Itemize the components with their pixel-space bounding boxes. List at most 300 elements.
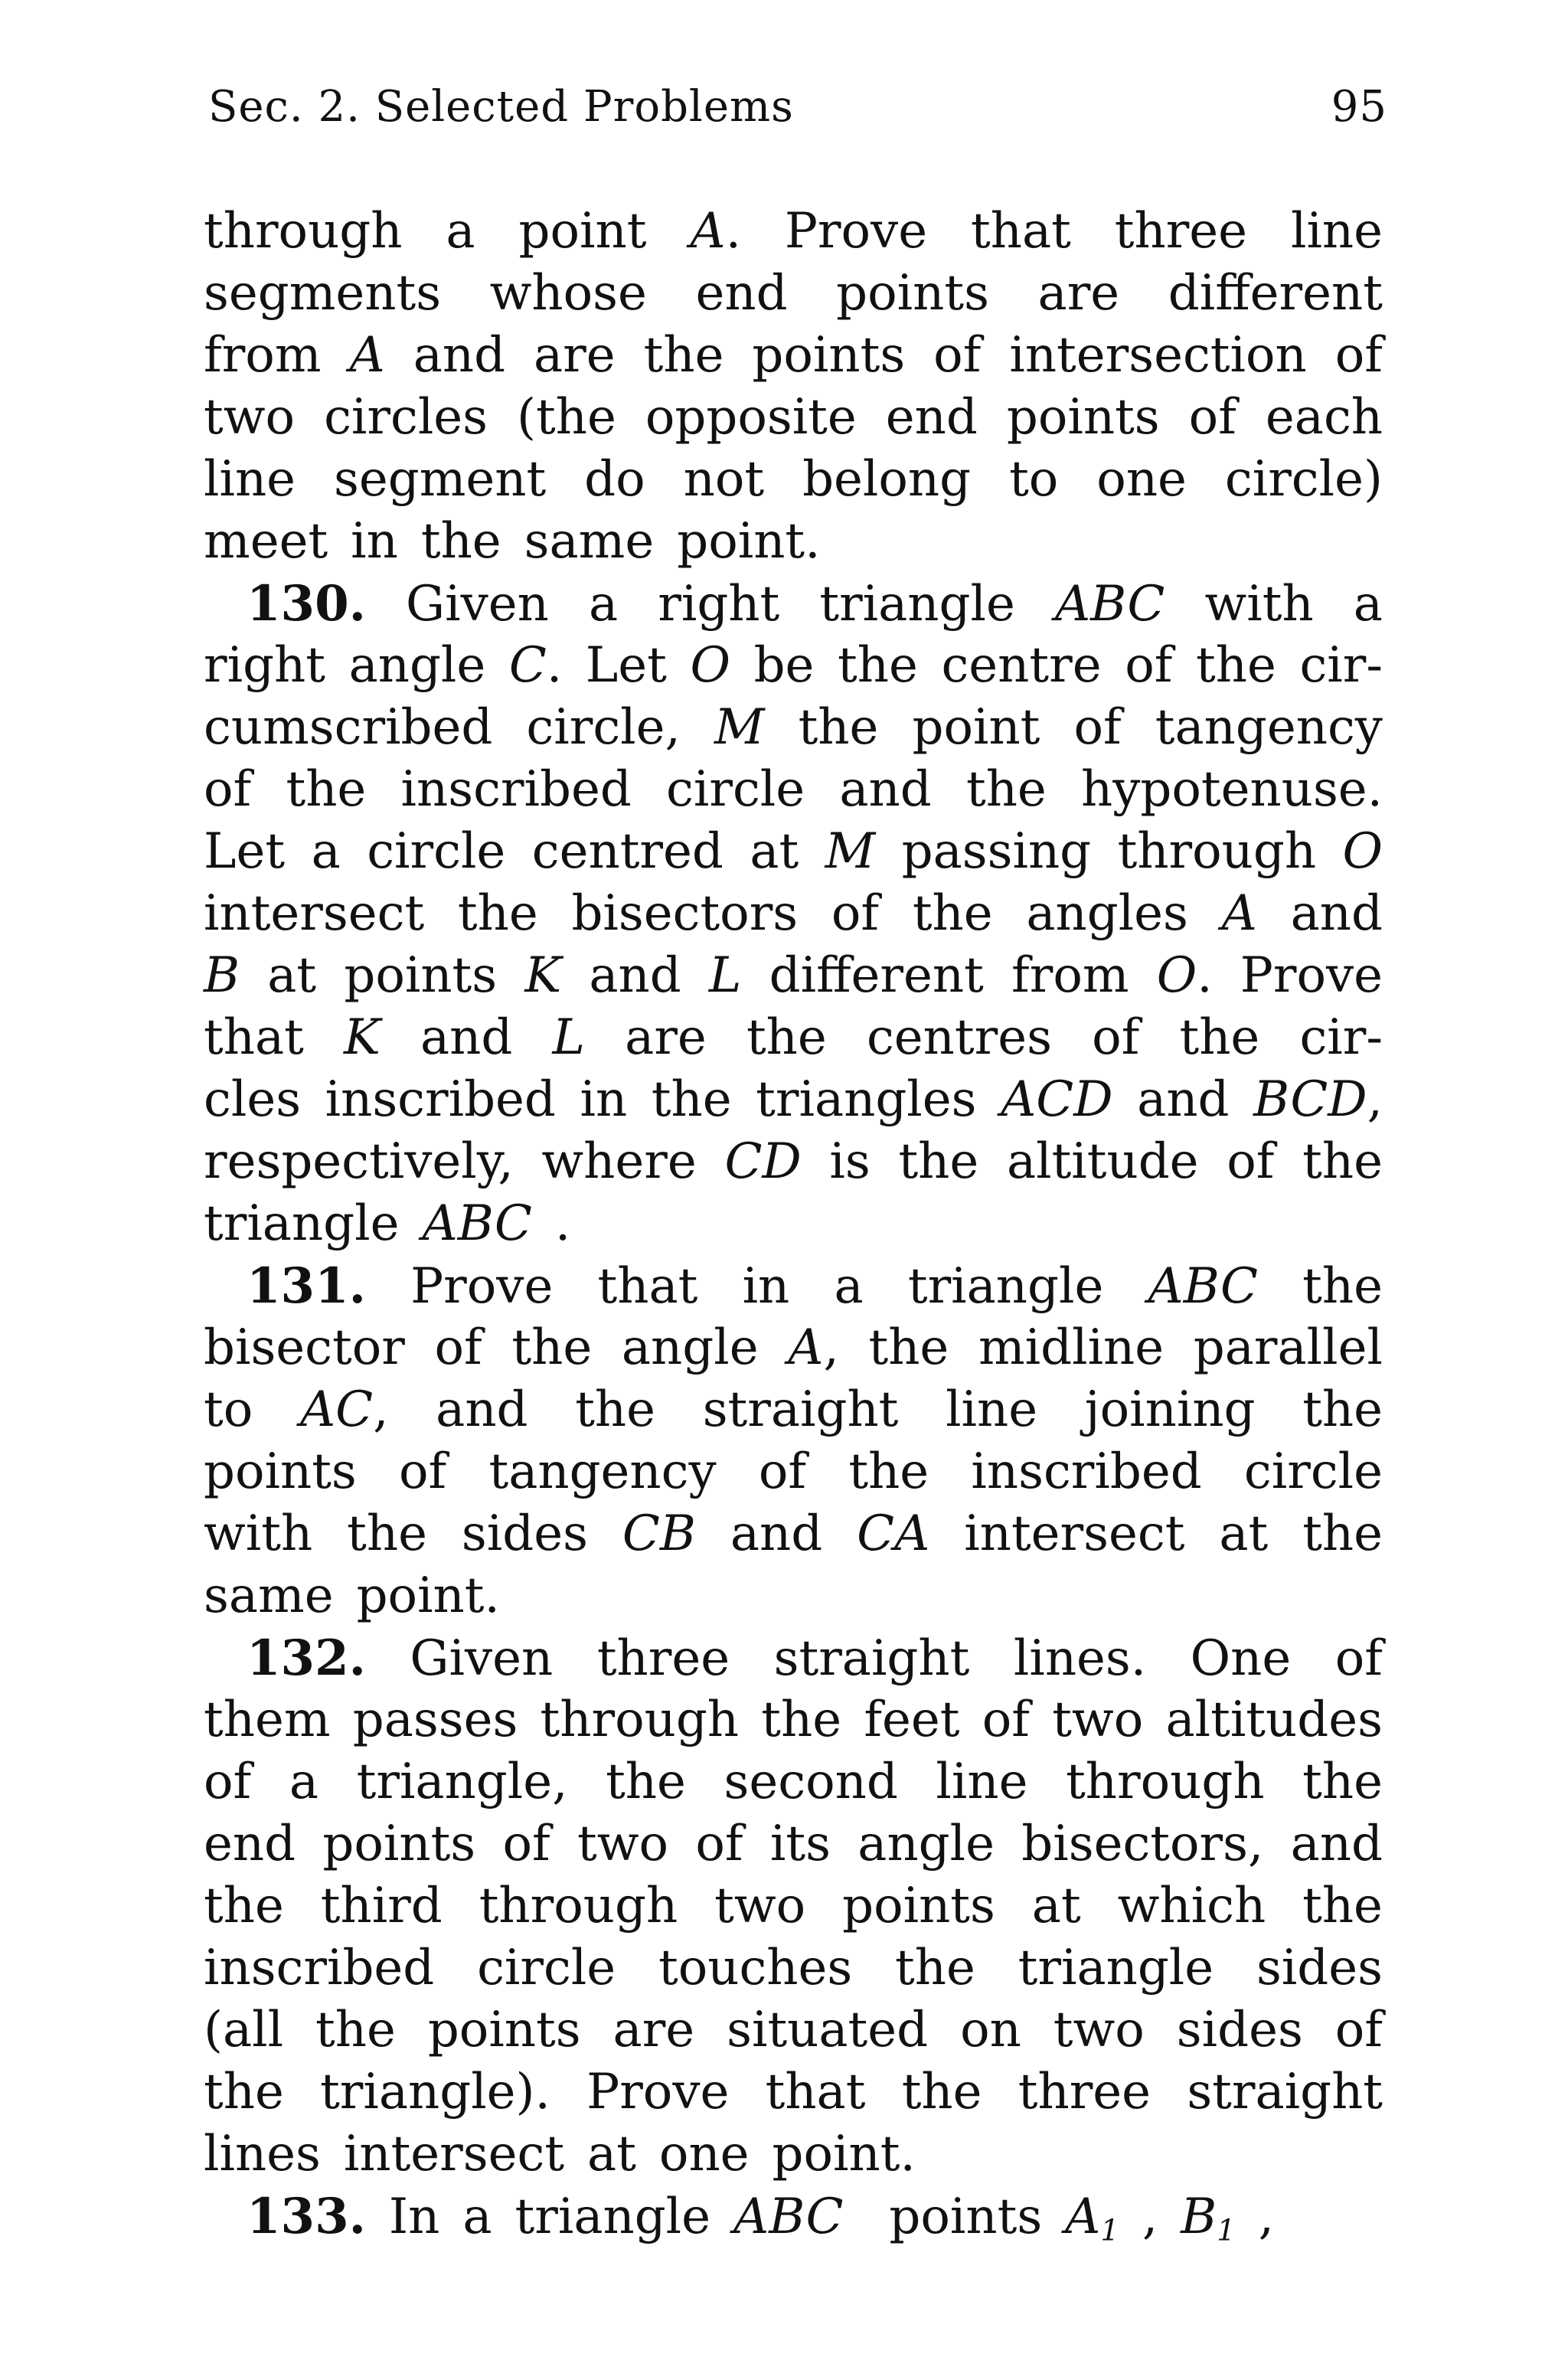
word: triangle). <box>320 2064 550 2120</box>
text-line <box>204 2185 1383 2248</box>
word: lines. <box>1013 1630 1147 1687</box>
text-line <box>204 325 1383 387</box>
word <box>733 2186 866 2248</box>
word: and <box>436 1381 528 1438</box>
text-line <box>204 387 1383 449</box>
word: circle <box>477 1940 616 1996</box>
word: each <box>1265 389 1383 446</box>
word: the <box>848 1443 929 1500</box>
word: the <box>1302 1505 1383 1562</box>
word: centred <box>531 823 724 880</box>
word: line <box>204 451 296 508</box>
word: of <box>1073 699 1122 756</box>
word: cumscribed <box>204 699 493 756</box>
word: the <box>575 1381 655 1438</box>
word: them <box>204 1692 331 1748</box>
word: the <box>965 761 1047 818</box>
word: the <box>798 699 879 756</box>
page-body <box>204 201 1383 2248</box>
word: and <box>839 761 932 818</box>
word <box>1222 883 1257 945</box>
word: ABC . <box>422 1195 571 1252</box>
word: of <box>933 327 982 384</box>
word: right <box>204 637 325 694</box>
word <box>691 635 730 697</box>
text-line <box>204 1255 1383 1317</box>
word: three <box>596 1630 730 1687</box>
math-symbol: CD <box>724 1133 802 1190</box>
word: tangency <box>1155 699 1383 756</box>
word: the <box>901 2064 982 2120</box>
text-line <box>204 1069 1383 1131</box>
math-symbol: CA <box>857 1505 930 1562</box>
word: situated <box>727 2002 929 2058</box>
math-symbol: CB <box>622 1505 696 1562</box>
text-line <box>204 1813 1383 1875</box>
word: angle <box>621 1319 759 1376</box>
word: of <box>204 761 252 818</box>
word: one <box>658 2126 750 2182</box>
word: the <box>204 1878 284 1934</box>
text-line <box>204 1131 1383 1193</box>
word: (all <box>204 2002 284 2058</box>
word: a <box>311 823 341 880</box>
word: tangency <box>488 1443 717 1500</box>
text-line <box>204 1441 1383 1503</box>
word: and <box>589 947 681 1004</box>
word: triangle <box>514 2189 710 2245</box>
word: and <box>1290 1816 1383 1872</box>
word: one <box>1096 451 1187 508</box>
text-line <box>204 1565 1383 1627</box>
word: the <box>1302 1133 1383 1190</box>
word: hypotenuse. <box>1081 761 1383 818</box>
word: triangle <box>1018 1940 1214 1996</box>
word: the <box>643 327 724 384</box>
word: point. <box>677 513 821 570</box>
text-line <box>204 1379 1383 1441</box>
word: Prove <box>784 203 928 260</box>
word: with <box>1204 576 1314 633</box>
text-line <box>204 1627 1383 1689</box>
word: are <box>625 1009 707 1066</box>
word: of <box>1334 2002 1383 2058</box>
word <box>1001 1069 1113 1131</box>
math-symbol: ABC <box>733 2189 844 2245</box>
word: $A_1$ , <box>1065 2189 1158 2248</box>
math-symbol: O <box>1342 823 1383 880</box>
word: One <box>1190 1630 1292 1687</box>
text-line <box>204 1999 1383 2061</box>
word <box>1055 574 1165 636</box>
word: are <box>1037 265 1120 322</box>
word: two <box>714 1878 806 1934</box>
word: circle, <box>526 699 681 756</box>
word: of <box>1334 1630 1383 1687</box>
word <box>714 697 765 759</box>
word: the <box>457 885 538 942</box>
word: joining <box>1084 1381 1256 1438</box>
word: segment <box>334 451 547 508</box>
word: through <box>1066 1754 1265 1810</box>
word: the <box>315 2002 396 2058</box>
word <box>724 1131 801 1193</box>
word: angle <box>348 637 486 694</box>
word: feet <box>864 1692 960 1748</box>
page-number: 95 <box>1331 82 1387 132</box>
word: and <box>413 327 506 384</box>
word <box>622 1503 696 1565</box>
word: that <box>597 1258 698 1315</box>
word: altitudes <box>1165 1692 1383 1748</box>
word: touches <box>658 1940 853 1996</box>
problem-number: 132. <box>247 1630 366 1687</box>
word: that <box>971 203 1071 260</box>
word: sides <box>1176 2002 1303 2058</box>
word: the <box>1302 1381 1383 1438</box>
word <box>524 945 561 1007</box>
word: cir- <box>1299 1009 1383 1066</box>
word: (the <box>517 389 616 446</box>
word: the <box>1302 1878 1383 1934</box>
word: Given <box>410 1630 554 1687</box>
math-symbol: ACD <box>1001 1071 1113 1128</box>
word: belong <box>802 451 972 508</box>
word: point. <box>772 2126 916 2182</box>
word: points <box>427 2002 581 2058</box>
word: meet <box>204 513 328 570</box>
word: straight <box>773 1630 970 1687</box>
word: angle <box>858 1816 995 1872</box>
word: points <box>842 1878 995 1934</box>
word: the <box>868 1319 949 1376</box>
word: the <box>1302 1754 1383 1810</box>
word: of <box>1188 389 1236 446</box>
text-line <box>204 697 1383 759</box>
word: of <box>982 1692 1030 1748</box>
text-line <box>204 2061 1383 2123</box>
word: In <box>388 2189 440 2245</box>
word: in <box>351 513 398 570</box>
word: the <box>1179 1009 1260 1066</box>
word: the <box>838 637 918 694</box>
word: parallel <box>1193 1319 1383 1376</box>
word: circle <box>367 823 506 880</box>
word: triangles <box>756 1071 977 1128</box>
word: lines <box>204 2126 321 2182</box>
word: a <box>289 1754 318 1810</box>
word: is <box>829 1133 871 1190</box>
word: of <box>758 1443 807 1500</box>
math-symbol: O <box>690 637 730 694</box>
word: straight <box>702 1381 899 1438</box>
word: that <box>765 2064 866 2120</box>
math-symbol: BCD <box>1253 1071 1367 1128</box>
word: cir- <box>1299 637 1383 694</box>
word: and <box>1137 1071 1230 1128</box>
word <box>825 821 876 883</box>
word: the <box>511 1319 593 1376</box>
word: do <box>584 451 645 508</box>
word: and <box>420 1009 513 1066</box>
text-line <box>204 1007 1383 1069</box>
word: point <box>518 203 647 260</box>
word: Prove <box>1240 947 1383 1004</box>
math-symbol: A <box>690 203 726 260</box>
word: a <box>834 1258 864 1315</box>
word: Given <box>406 576 549 633</box>
text-line <box>204 1937 1383 1999</box>
text-line <box>204 201 1383 263</box>
word: of <box>1092 1009 1140 1066</box>
word: at <box>1031 1878 1081 1934</box>
word: inscribed <box>325 1071 556 1128</box>
word: circle <box>666 761 805 818</box>
word: a <box>446 203 475 260</box>
word: not <box>683 451 765 508</box>
word: the <box>1196 637 1276 694</box>
math-symbol: B <box>204 947 240 1004</box>
word: A. <box>690 203 741 260</box>
word <box>1343 821 1383 883</box>
word: bisectors, <box>1021 1816 1264 1872</box>
word: a <box>462 2189 492 2245</box>
word: in <box>742 1258 790 1315</box>
word: points <box>1006 389 1160 446</box>
word: the <box>1302 1258 1383 1315</box>
word: triangle <box>204 1195 400 1252</box>
word <box>552 1007 585 1069</box>
word: the <box>286 761 367 818</box>
word: the <box>912 885 993 942</box>
word: the <box>420 513 501 570</box>
word: end <box>885 389 978 446</box>
word: of <box>695 1816 743 1872</box>
word: triangle <box>907 1258 1104 1315</box>
text-line <box>204 573 1383 635</box>
word: segments <box>204 265 442 322</box>
text-line <box>204 1875 1383 1937</box>
word: circle <box>1243 1443 1383 1500</box>
word: a <box>1353 576 1383 633</box>
word: bisectors <box>571 885 799 942</box>
word: the <box>204 2064 284 2120</box>
word: to <box>204 1381 253 1438</box>
text-line <box>204 1751 1383 1813</box>
word <box>349 325 384 387</box>
word: Let <box>585 637 667 694</box>
word: to <box>1009 451 1059 508</box>
word: the <box>651 1071 732 1128</box>
word: opposite <box>645 389 857 446</box>
word: three <box>1018 2064 1152 2120</box>
word <box>709 945 742 1007</box>
word: and <box>730 1505 823 1562</box>
math-symbol: ABC <box>422 1195 532 1252</box>
word: inscribed <box>400 761 632 818</box>
text-line <box>204 759 1383 821</box>
word: cles <box>204 1071 302 1128</box>
word <box>857 1503 929 1565</box>
word: circle) <box>1224 451 1383 508</box>
text-line <box>204 511 1383 573</box>
word: point <box>912 699 1040 756</box>
text-line <box>204 449 1383 511</box>
section-title: Sec. 2. Selected Problems <box>208 82 794 132</box>
word: inscribed <box>204 1940 435 1996</box>
word: line <box>1290 203 1383 260</box>
word: of <box>1334 327 1383 384</box>
word: O. <box>1156 947 1213 1004</box>
word: with <box>204 1505 313 1562</box>
word: Prove <box>410 1258 554 1315</box>
word: through <box>540 1692 739 1748</box>
word: from <box>1011 947 1129 1004</box>
word: intersection <box>1009 327 1307 384</box>
word: intersect <box>343 2126 565 2182</box>
word: circles <box>324 389 488 446</box>
math-symbol: ABC <box>1148 1258 1258 1315</box>
word: triangle, <box>356 1754 568 1810</box>
word: which <box>1117 1878 1266 1934</box>
word: two <box>1052 1692 1144 1748</box>
word: of <box>502 1816 550 1872</box>
text-line <box>204 1503 1383 1565</box>
math-symbol: M <box>825 823 876 880</box>
word: three <box>1114 203 1248 260</box>
word: C. <box>508 637 563 694</box>
word: points <box>204 1443 357 1500</box>
text-line <box>204 883 1383 945</box>
word: that <box>204 1009 304 1066</box>
word: Prove <box>586 2064 730 2120</box>
word: whose <box>489 265 647 322</box>
word: are <box>612 2002 695 2058</box>
word: points <box>836 265 989 322</box>
problem-number: 133. <box>247 2188 366 2245</box>
text-line <box>204 2123 1383 2185</box>
running-head <box>208 77 1387 138</box>
word: altitude <box>1006 1133 1199 1190</box>
text-line <box>204 635 1383 697</box>
math-symbol: C <box>508 637 547 694</box>
word: centres <box>866 1009 1052 1066</box>
text-line <box>204 821 1383 883</box>
word: points <box>752 327 906 384</box>
word: of <box>831 885 880 942</box>
word: in <box>580 1071 628 1128</box>
word: at <box>750 823 799 880</box>
word: straight <box>1187 2064 1383 2120</box>
word: at <box>587 2126 636 2182</box>
math-symbol: AC <box>299 1381 374 1438</box>
word: points <box>344 947 498 1004</box>
word: at <box>1219 1505 1269 1562</box>
word: are <box>534 327 616 384</box>
word: of <box>434 1319 482 1376</box>
word <box>1148 1256 1258 1318</box>
word: AC, <box>299 1381 389 1438</box>
word: $B_1$ , <box>1181 2189 1274 2248</box>
word: of <box>1125 637 1173 694</box>
math-symbol: K <box>343 1009 381 1066</box>
word: through <box>1117 823 1317 880</box>
word: a <box>588 576 619 633</box>
word: the <box>761 1692 842 1748</box>
word: its <box>769 1816 831 1872</box>
word: the <box>347 1505 427 1562</box>
word: line <box>946 1381 1038 1438</box>
text-line <box>204 1193 1383 1255</box>
word: different <box>1168 265 1383 322</box>
text-line <box>204 945 1383 1007</box>
word: respectively, <box>204 1133 514 1190</box>
word: two <box>204 389 296 446</box>
math-symbol: A <box>1221 885 1257 942</box>
word <box>344 1007 381 1069</box>
math-symbol: ABC <box>1054 576 1165 633</box>
math-symbol: M <box>714 699 765 756</box>
problem-number: 131. <box>247 1257 366 1315</box>
word: angles <box>1026 885 1188 942</box>
math-symbol: L <box>708 947 742 1004</box>
math-symbol: L <box>552 1009 585 1066</box>
word: same <box>524 513 655 570</box>
math-symbol: A <box>788 1319 824 1376</box>
word: points <box>889 2189 1043 2245</box>
problem-number: 130. <box>247 575 366 633</box>
word: passing <box>901 823 1092 880</box>
word: where <box>541 1133 697 1190</box>
word: of <box>1227 1133 1275 1190</box>
word: two <box>577 1816 669 1872</box>
word <box>204 945 240 1007</box>
word: line <box>936 1754 1028 1810</box>
word: at <box>267 947 317 1004</box>
word: the <box>898 1133 979 1190</box>
text-line <box>204 263 1383 325</box>
word: Let <box>204 823 286 880</box>
word: right <box>658 576 780 633</box>
text-line <box>204 1689 1383 1751</box>
word: bisector <box>204 1319 405 1376</box>
word: through <box>204 203 403 260</box>
math-symbol: O <box>1156 947 1197 1004</box>
word: of <box>204 1754 252 1810</box>
word: through <box>479 1878 678 1934</box>
word: second <box>724 1754 898 1810</box>
word: the <box>606 1754 686 1810</box>
word: end <box>204 1816 296 1872</box>
text-line <box>204 1317 1383 1379</box>
word: midline <box>978 1319 1165 1376</box>
word: end <box>695 265 788 322</box>
word: third <box>320 1878 443 1934</box>
word: BCD, <box>1253 1071 1383 1128</box>
word: the <box>895 1940 975 1996</box>
word: sides <box>1256 1940 1383 1996</box>
math-symbol: $B_1$ <box>1181 2189 1236 2248</box>
word: from <box>204 327 322 384</box>
word: different <box>769 947 984 1004</box>
word: points <box>322 1816 476 1872</box>
word: intersect <box>204 885 425 942</box>
word: two <box>1053 2002 1145 2058</box>
word: inscribed <box>971 1443 1202 1500</box>
word: intersect <box>964 1505 1185 1562</box>
word: sides <box>461 1505 588 1562</box>
word: centre <box>941 637 1102 694</box>
